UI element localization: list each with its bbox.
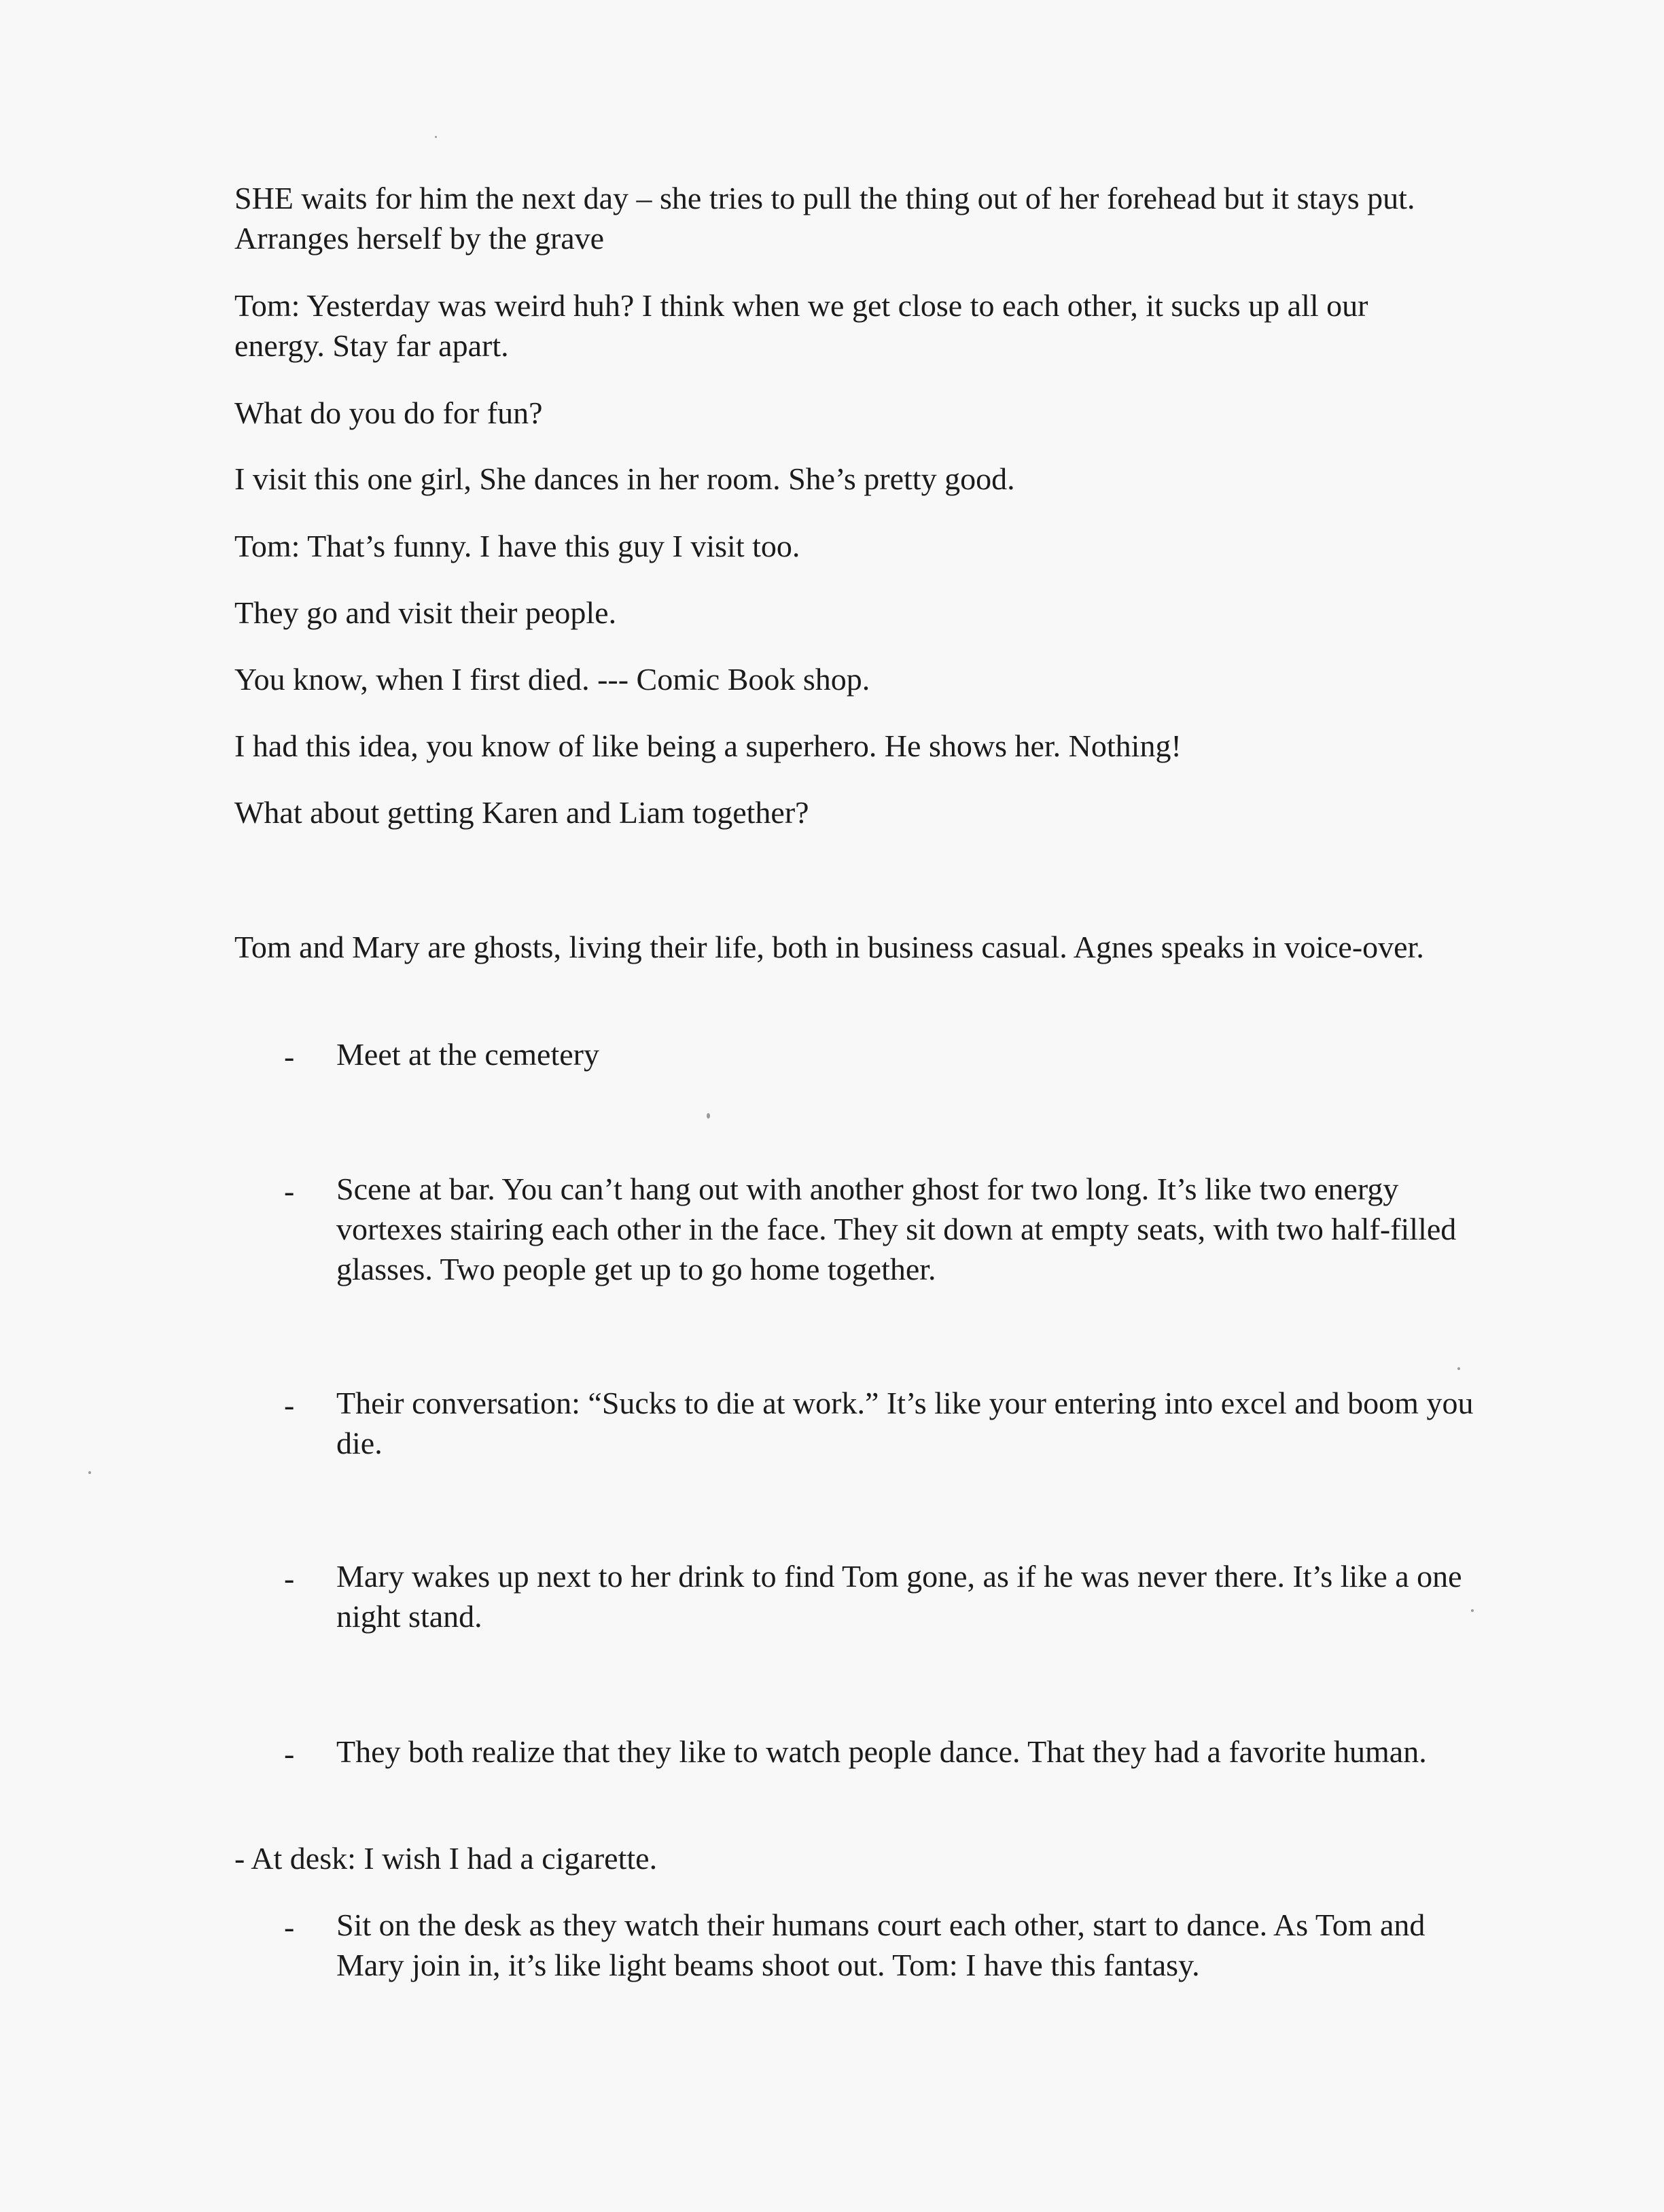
bullet-marker: - <box>284 1910 295 1944</box>
paragraph-first-died: You know, when I first died. --- Comic Book shop. <box>234 662 870 697</box>
scan-speck <box>1471 1609 1474 1612</box>
bullet-marker: - <box>284 1736 295 1771</box>
paragraph-visit-girl: I visit this one girl, She dances in her room. She’s pretty good. <box>234 461 1015 496</box>
bullet-item-bar-scene: Scene at bar. You can’t hang out with another ghost for two long. It’s like two energy vortexes stairing each other in the face. They sit down at empty seats, with two half-filled glasses. Two people get up to go home together. <box>336 1172 1457 1286</box>
scan-speck <box>435 136 437 138</box>
paragraph-she-waits: SHE waits for him the next day – she tries to pull the thing out of her forehead but it stays put. Arranges herself by the grave <box>234 181 1415 256</box>
scan-speck <box>707 1113 710 1119</box>
scan-speck <box>88 1471 91 1474</box>
bullet-item-conversation: Their conversation: “Sucks to die at work.” It’s like your entering into excel and boom you die. <box>336 1386 1474 1460</box>
bullet-marker: - <box>284 1039 295 1074</box>
paragraph-at-desk: - At desk: I wish I had a cigarette. <box>234 1841 658 1876</box>
bullet-marker: - <box>284 1174 295 1208</box>
bullet-item-sit-desk: Sit on the desk as they watch their humans court each other, start to dance. As Tom and Mary join in, it’s like light beams shoot out. Tom: I have this fantasy. <box>336 1908 1426 1982</box>
bullet-marker: - <box>284 1388 295 1422</box>
paragraph-tom-funny: Tom: That’s funny. I have this guy I visit too. <box>234 529 800 563</box>
bullet-item-cemetery: Meet at the cemetery <box>336 1037 599 1072</box>
bullet-marker: - <box>284 1561 295 1596</box>
bullet-item-watch-dance: They both realize that they like to watch people dance. That they had a favorite human. <box>336 1734 1427 1769</box>
bullet-item-mary-wakes: Mary wakes up next to her drink to find Tom gone, as if he was never there. It’s like a one night stand. <box>336 1559 1462 1634</box>
paragraph-karen-liam: What about getting Karen and Liam together? <box>234 795 809 830</box>
paragraph-ghosts-intro: Tom and Mary are ghosts, living their life, both in business casual. Agnes speaks in voice-over. <box>234 930 1424 964</box>
paragraph-visit-people: They go and visit their people. <box>234 595 617 630</box>
paragraph-superhero: I had this idea, you know of like being a superhero. He shows her. Nothing! <box>234 728 1182 763</box>
paragraph-tom-yesterday: Tom: Yesterday was weird huh? I think when we get close to each other, it sucks up all our energy. Stay far apart. <box>234 288 1368 363</box>
paragraph-what-fun: What do you do for fun? <box>234 396 543 430</box>
scan-speck <box>1457 1367 1460 1370</box>
